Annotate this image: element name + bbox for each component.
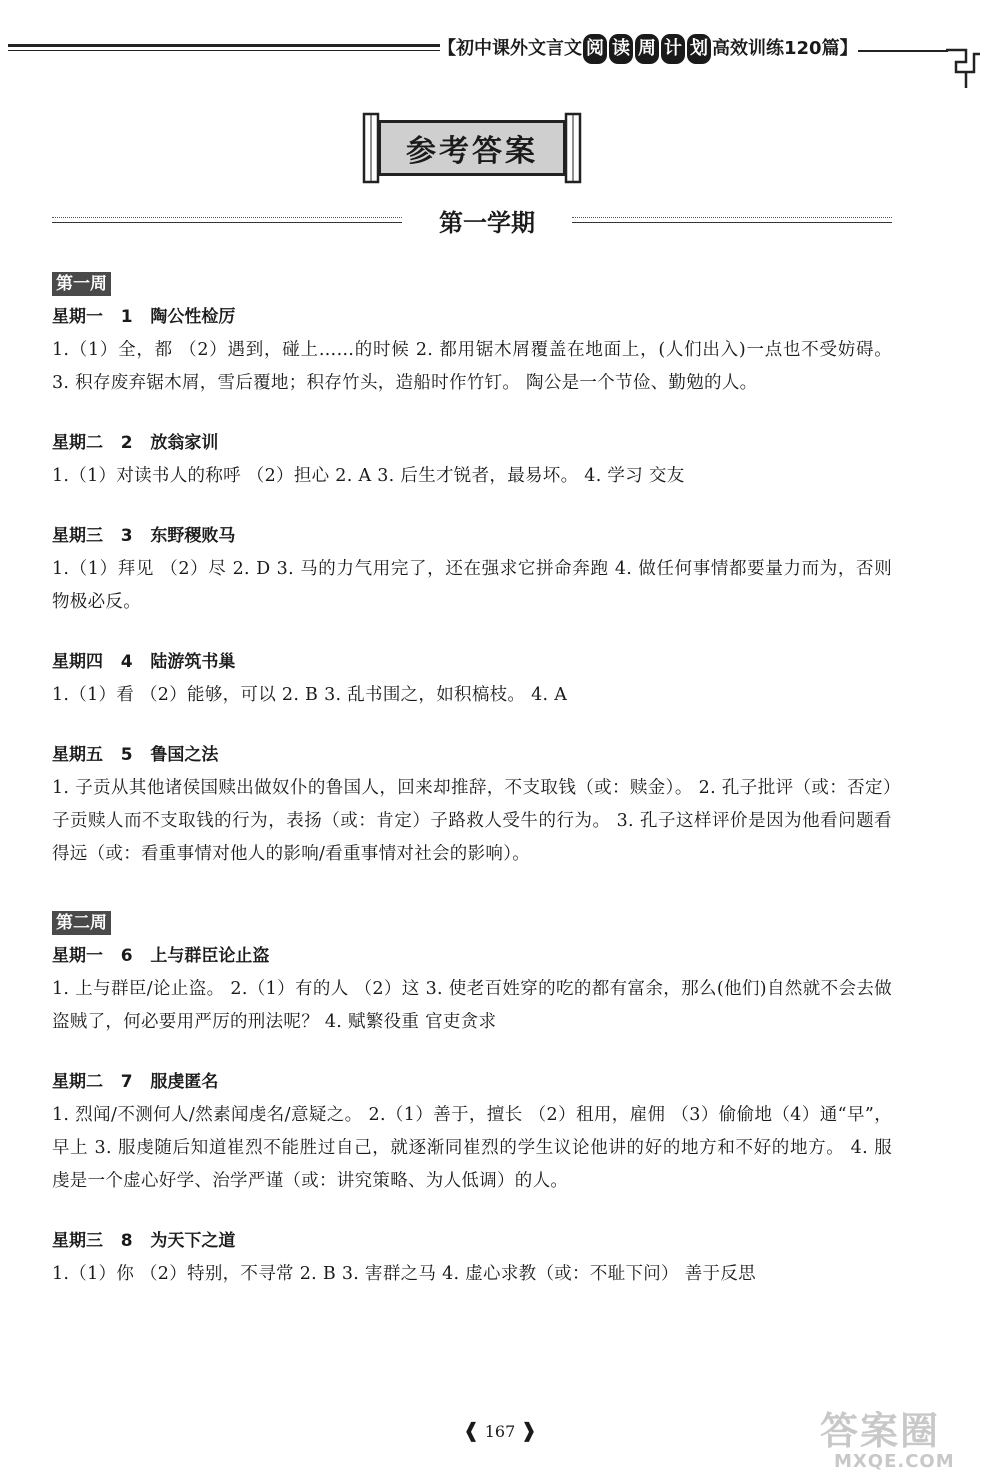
- day-answer: 1. 上与群臣/论止盗。 2.（1）有的人 （2）这 3. 使老百姓穿的吃的都有富余，那么(他们)自然就不会去做盗贼了，何必要用严厉的刑法呢？ 4. 赋繁役重 官吏贪求: [52, 979, 892, 1032]
- week-label: 第二周: [52, 911, 111, 935]
- main-title-panel: [378, 120, 566, 176]
- week-section: [52, 262, 892, 871]
- main-title: 参考答案: [406, 134, 538, 169]
- watermark-text: 答案圈: [820, 1409, 941, 1453]
- day-entry: [52, 1228, 892, 1291]
- day-entry: [52, 742, 892, 871]
- header-rule-thick: [8, 44, 440, 47]
- book-title: 【初中课外文言文 阅 读 周 计 划 高效训练120篇】: [438, 34, 858, 64]
- day-title: 星期一 6 上与群臣论止盗: [52, 946, 270, 966]
- day-title: 星期一 1 陶公性检厉: [52, 307, 236, 327]
- answer-content: [52, 262, 892, 1321]
- day-title: 星期三 8 为天下之道: [52, 1231, 236, 1251]
- day-answer: 1.（1）看 （2）能够，可以 2. B 3. 乱书围之，如积槁枝。 4. A: [52, 685, 568, 705]
- day-title: 星期二 2 放翁家训: [52, 433, 219, 453]
- watermark-url: MXQE.COM: [834, 1451, 955, 1472]
- chevron-left-icon: ❰: [462, 1418, 480, 1442]
- day-title: 星期四 4 陆游筑书巢: [52, 652, 236, 672]
- page-number: 167: [484, 1422, 516, 1441]
- day-entry: [52, 523, 892, 619]
- day-entry: [52, 430, 892, 493]
- day-title: 星期五 5 鲁国之法: [52, 745, 219, 765]
- day-answer: 1.（1）全，都 （2）遇到，碰上……的时候 2. 都用锯木屑覆盖在地面上，(人们出入)一点也不受妨碍。 3. 积存废弃锯木屑，雪后覆地；积存竹头，造船时作竹钉。 陶公是一个节俭、勤勉的人。: [52, 340, 892, 393]
- day-answer: 1.（1）拜见 （2）尽 2. D 3. 马的力气用完了，还在强求它拼命奔跑 4. 做任何事情都要量力而为，否则物极必反。: [52, 559, 892, 612]
- day-entry: [52, 1069, 892, 1198]
- header-rule-thin: [8, 50, 440, 51]
- day-answer: 1.（1）你 （2）特别，不寻常 2. B 3. 害群之马 4. 虚心求教（或：不耻下问） 善于反思: [52, 1264, 756, 1284]
- day-entry: [52, 943, 892, 1039]
- week-section: [52, 901, 892, 1291]
- week-label: 第一周: [52, 272, 111, 296]
- page-footer: [420, 1418, 580, 1448]
- day-entry: [52, 649, 892, 712]
- day-title: 星期二 7 服虔匿名: [52, 1072, 219, 1092]
- header-rule-right: [858, 50, 948, 52]
- main-title-box: [358, 110, 586, 186]
- semester-title: 第一学期: [439, 209, 535, 237]
- semester-rule-left: [52, 217, 402, 223]
- semester-heading: [52, 203, 892, 237]
- day-entry: [52, 304, 892, 400]
- semester-rule-right: [572, 217, 892, 223]
- corner-ornament-icon: [944, 48, 982, 90]
- day-title: 星期三 3 东野稷败马: [52, 526, 236, 546]
- chevron-right-icon: ❱: [520, 1418, 538, 1442]
- watermark-logo: [820, 1410, 990, 1480]
- day-answer: 1. 子贡从其他诸侯国赎出做奴仆的鲁国人，回来却推辞，不支取钱（或：赎金）。 2. 孔子批评（或：否定）子贡赎人而不支取钱的行为，表扬（或：肯定）子路救人受牛的行为。 3. 孔子这样评价是因为他看问题看得远（或：看重事情对他人的影响/看重事情对社会的影响）。: [52, 778, 892, 864]
- day-answer: 1. 烈闻/不测何人/然素闻虔名/意疑之。 2.（1）善于，擅长 （2）租用，雇佣 （3）偷偷地（4）通“早”，早上 3. 服虔随后知道崔烈不能胜过自己，就逐渐同崔烈的学生议论他讲的好的地方和不好的地方。 4. 服虔是一个虚心好学、治学严谨（或：讲究策略、为人低调）的人。: [52, 1105, 892, 1191]
- day-answer: 1.（1）对读书人的称呼 （2）担心 2. A 3. 后生才锐者，最易坏。 4. 学习 交友: [52, 466, 685, 486]
